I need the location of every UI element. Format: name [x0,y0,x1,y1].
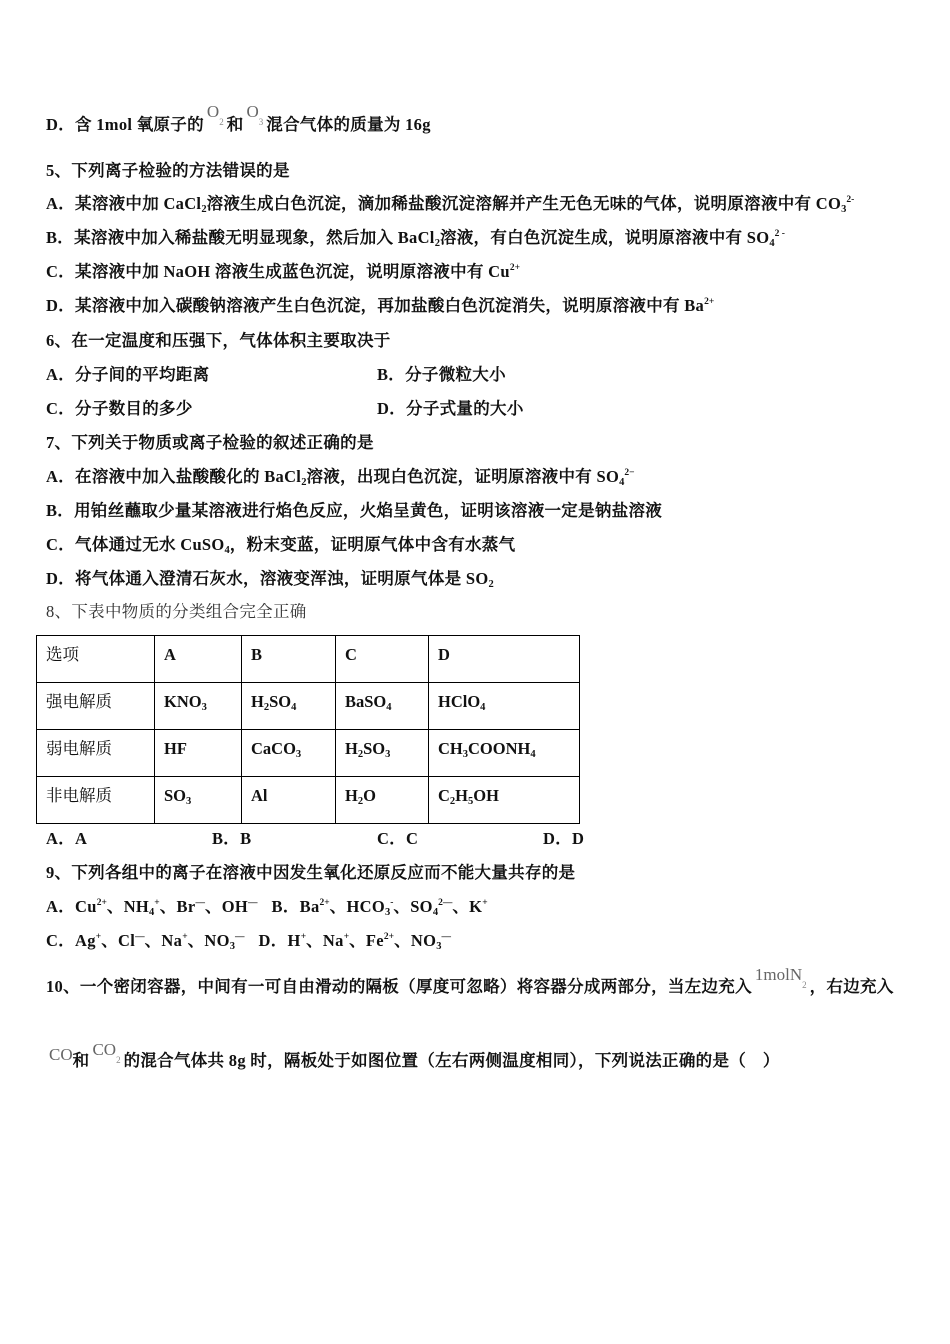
q9-option-d [259,931,451,950]
formula-subscript: 2 [116,1055,121,1065]
text-run: KNO [164,692,202,711]
text-run: 10、一个密闭容器，中间有一可自由滑动的隔板（厚度可忽略）将容器分成两部分，当左边充入 [46,977,752,996]
subscript: 3 [385,749,391,760]
superscript: + [482,898,488,908]
text-run: OH [473,786,499,805]
q5-option-a [46,194,854,214]
text-run: B．用铂丝蘸取少量某溶液进行焰色反应，火焰呈黄色，证明该溶液一定是钠盐溶液 [46,501,663,520]
formula-text: 1molN [754,965,803,984]
table-cell-a [155,777,242,824]
text-run: HClO [438,692,481,711]
q7-stem: 7、下列关于物质或离子检验的叙述正确的是 [46,433,374,452]
formula-subscript: 2 [219,117,224,127]
text-run: 溶液生成白色沉淀，滴加稀盐酸沉淀溶解并产生无色无味的气体，说明原溶液中有 CO [206,194,842,213]
table-cell-c [336,730,429,777]
subscript: 2 [201,204,207,215]
text-run: CaCO [251,739,296,758]
table-cell-b [242,730,336,777]
subscript: 2 [357,796,364,807]
q7-option-b [46,501,662,521]
superscript: 2+ [704,297,715,307]
text-run: 、K [452,897,483,916]
superscript: 2+ [383,932,395,942]
table-header-a: A [155,636,242,683]
q9-option-c [46,931,245,950]
text-run: 、OH [204,897,249,916]
superscript: + [154,898,160,908]
text-run: H [455,786,469,805]
superscript: + [300,932,307,942]
text-run: H [345,739,358,758]
text-run: A．某溶液中加 CaCl [46,194,202,213]
table-cell-d [429,683,580,730]
text-run: CH [438,739,463,758]
formula-text: O [206,102,220,121]
text-run: ，右边充入 [809,977,894,996]
formula-text: CO [49,1045,73,1064]
subscript: 3 [186,796,192,807]
table-row-non-electrolyte [37,777,580,824]
text-run: 、Na [306,931,344,950]
subscript: 3 [295,749,302,760]
subscript: 4 [530,749,536,760]
q5-option-d [46,296,714,316]
text-run: B．某溶液中加入稀盐酸无明显现象，然后加入 BaCl [46,228,435,247]
superscript: 2- [846,195,855,205]
superscript: — [248,898,258,908]
text-run: 、Br [159,897,196,916]
subscript: 2 [357,749,364,760]
table-header-option: 选项 [37,636,155,683]
text-run: ，粉末变蓝，证明原气体中含有水蒸气 [229,535,516,554]
q9-option-a [46,897,258,916]
text-run: 和 [72,1051,90,1070]
subscript: 4 [769,238,775,249]
superscript: — [135,932,145,942]
superscript: 2− [624,468,635,478]
subscript: 4 [224,545,230,556]
table-cell-a [155,730,242,777]
subscript: 4 [432,907,439,918]
q4-option-d [46,102,431,135]
subscript: 4 [291,702,297,713]
q8-option-a: A．A [46,829,88,848]
q9-stem: 9、下列各组中的离子在溶液中因发生氧化还原反应而不能大量共存的是 [46,863,576,882]
table-row-label: 强电解质 [37,683,155,730]
text-run: D．将气体通入澄清石灰水，溶液变浑浊，证明原气体是 SO [46,569,489,588]
q7-option-c [46,535,515,555]
table-cell-b [242,777,336,824]
q9-options-row-2 [46,931,451,951]
subscript: 2 [263,702,270,713]
q8-option-d: D．D [543,829,585,848]
q9-options-row-1 [46,897,488,917]
subscript: 3 [841,204,847,215]
table-cell-d [429,730,580,777]
text-run: HF [164,739,187,758]
text-run: SO [164,786,187,805]
superscript: 2 - [774,229,785,239]
superscript: + [95,932,102,942]
text-run: 的混合气体共 8g 时，隔板处于如图位置（左右两侧温度相同），下列说法正确的是（ ） [123,1051,780,1070]
q5-stem: 5、下列离子检验的方法错误的是 [46,161,290,180]
superscript: — [441,932,451,942]
superscript: 2+ [319,898,330,908]
text-run: C [438,786,450,805]
superscript: - [390,898,394,908]
text-run: C．某溶液中加 NaOH 溶液生成蓝色沉淀，说明原溶液中有 Cu [46,262,510,281]
text-run: 、HCO [329,897,385,916]
subscript: 4 [480,702,486,713]
q6-stem: 6、在一定温度和压强下，气体体积主要取决于 [46,331,391,350]
text-run: 、NO [394,931,437,950]
table-cell-d [429,777,580,824]
table-header-d: D [429,636,580,683]
text-run: C．气体通过无水 CuSO [46,535,225,554]
text-run: H [345,786,358,805]
q6-option-a: A．分子间的平均距离 [46,365,210,384]
formula-subscript: 2 [802,980,807,990]
q6-option-c: C．分子数目的多少 [46,399,193,418]
text-run: 溶液，出现白色沉淀，证明原溶液中有 SO [306,467,620,486]
subscript: 3 [436,941,442,952]
subscript: 2 [301,477,307,488]
superscript: 2— [438,898,453,908]
q10-stem-line-1 [46,965,894,997]
q8-option-b: B．B [212,829,252,848]
text-run: 、NO [187,931,230,950]
table-row-weak-electrolyte [37,730,580,777]
superscript: + [182,932,188,942]
q8-option-c: C．C [377,829,419,848]
table-cell-a [155,683,242,730]
table-cell-c [336,683,429,730]
text-run: 、Na [144,931,183,950]
q8-stem: 8、下表中物质的分类组合完全正确 [46,602,307,621]
text-run: D．H [258,931,301,950]
subscript: 4 [619,477,625,488]
superscript: — [195,898,205,908]
table-row-label: 非电解质 [37,777,155,824]
q10-stem-line-2 [46,1040,780,1071]
text-run: 、Cl [101,931,136,950]
subscript: 4 [386,702,392,713]
superscript: — [235,932,245,942]
text-run: SO [363,739,386,758]
text-run: COONH [468,739,531,758]
subscript: 2 [449,796,456,807]
table-header-row [37,636,580,683]
formula-subscript: 3 [258,117,264,127]
formula-text: O [246,102,259,121]
table-cell-b [242,683,336,730]
superscript: + [343,932,350,942]
text-run: C．Ag [46,931,96,950]
text-run: 、SO [393,897,433,916]
q6-option-d: D．分子式量的大小 [377,399,524,418]
subscript: 3 [229,941,236,952]
subscript: 3 [384,907,391,918]
superscript: 2+ [509,263,520,273]
subscript: 2 [434,238,440,249]
table-header-b: B [242,636,336,683]
formula-text: CO [92,1040,117,1059]
subscript: 5 [468,796,474,807]
text-run: B．Ba [271,897,320,916]
text-run: 混合气体的质量为 16g [266,115,431,134]
table-row-strong-electrolyte [37,683,580,730]
text-run: A．在溶液中加入盐酸酸化的 BaCl [46,467,302,486]
q9-option-b [272,897,488,916]
q5-option-b [46,228,785,248]
classification-table [36,635,580,824]
subscript: 3 [201,702,207,713]
text-run: SO [269,692,292,711]
table-row-label: 弱电解质 [37,730,155,777]
table-header-c: C [336,636,429,683]
q5-option-c [46,262,520,282]
subscript: 3 [462,749,468,760]
text-run: D．含 1mol 氧原子的 [46,115,204,134]
superscript: 2+ [96,898,107,908]
subscript: 4 [149,907,155,918]
q7-option-a [46,467,635,487]
text-run: H [251,692,264,711]
text-run: D．某溶液中加入碳酸钠溶液产生白色沉淀，再加盐酸白色沉淀消失，说明原溶液中有 Ba [46,296,705,315]
q7-option-d [46,569,494,589]
table-cell-c [336,777,429,824]
text-run: Al [251,786,268,805]
text-run: A．Cu [46,897,97,916]
subscript: 2 [488,579,494,590]
text-run: O [363,786,376,805]
text-run: 、NH [106,897,150,916]
text-run: 溶液，有白色沉淀生成，说明原溶液中有 SO [439,228,770,247]
text-run: 、Fe [349,931,384,950]
text-run: 和 [226,115,244,134]
text-run: BaSO [345,692,387,711]
q6-option-b: B．分子微粒大小 [377,365,506,384]
